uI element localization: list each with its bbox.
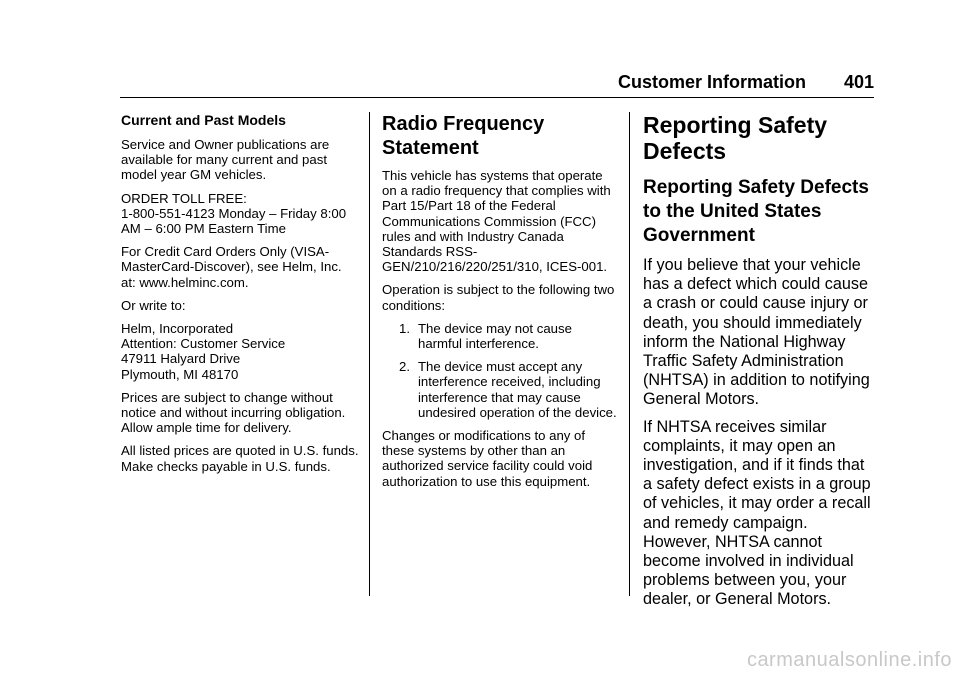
- chapter-heading: Reporting Safety Defects: [643, 112, 828, 164]
- heading-current-past-models: Current and Past Models: [121, 112, 286, 128]
- list-item-number: 2.: [399, 359, 410, 375]
- paragraph-believe-defect: If you believe that your vehicle has a defect which could cause a crash or could cause injury or death, you should immediately inform the National Highway Traffic Safety Administration (NHTSA) in addition to notifying General Motors.: [643, 256, 870, 409]
- list-item-number: 1.: [399, 320, 410, 336]
- column-divider-1: [369, 112, 370, 596]
- paragraph-address: Helm, Incorporated Attention: Customer Service 47911 Halyard Drive Plymouth, MI 48170: [121, 321, 286, 382]
- column-current-past-models: [121, 112, 359, 482]
- list-item: [382, 321, 618, 351]
- column-radio-frequency: [382, 112, 618, 497]
- list-item: [382, 359, 618, 420]
- paragraph-nhtsa-complaints: If NHTSA receives similar complaints, it may open an investigation, and if it finds that a safety defect exists in a group of vehicles, it may order a recall and remedy campaign. However, NHTSA cannot become involved in individual problems between you, your dealer, or General Motors.: [643, 417, 871, 609]
- section-heading: Reporting Safety Defects to the United States Government: [643, 177, 869, 246]
- list-item-text: The device may not cause harmful interference.: [418, 320, 572, 352]
- conditions-list: [382, 321, 618, 420]
- heading-radio-frequency: Radio Frequency Statement: [382, 113, 545, 159]
- running-title: Customer Information: [617, 72, 806, 92]
- header-rule: [120, 97, 874, 98]
- watermark: carmanualsonline.info: [746, 649, 952, 671]
- paragraph-publications: Service and Owner publications are available for many current and past model year GM vehicles.: [121, 137, 330, 183]
- paragraph-credit-card: For Credit Card Orders Only (VISA-MasterCard-Discover), see Helm, Inc. at: www.helminc.com.: [121, 244, 342, 290]
- column-divider-2: [629, 112, 630, 596]
- paragraph-prices-funds: All listed prices are quoted in U.S. funds. Make checks payable in U.S. funds.: [121, 443, 359, 474]
- paragraph-conditions: Operation is subject to the following two conditions:: [382, 282, 615, 313]
- paragraph-or-write: Or write to:: [121, 297, 186, 313]
- page-header: [120, 72, 874, 98]
- paragraph-order-toll-free: ORDER TOLL FREE: 1-800-551-4123 Monday – Friday 8:00 AM – 6:00 PM Eastern Time: [121, 190, 347, 237]
- paragraph-prices-change: Prices are subject to change without notice and without incurring obligation. Allow ample time for delivery.: [121, 389, 346, 436]
- column-reporting-safety-defects: [643, 112, 874, 618]
- list-item-text: The device must accept any interference received, including interference that may cause undesired operation of the device.: [418, 359, 617, 420]
- paragraph-radio-systems: This vehicle has systems that operate on a radio frequency that complies with Part 15/Part 18 of the Federal Communications Commission (FCC) rules and with Industry Canada Standards RSS-GEN/210/216/220/251/310, ICES-001.: [382, 168, 611, 275]
- page-number: 401: [843, 72, 874, 92]
- paragraph-modifications: Changes or modifications to any of these systems by other than an authorized service facility could void authorization to use this equipment.: [382, 428, 593, 489]
